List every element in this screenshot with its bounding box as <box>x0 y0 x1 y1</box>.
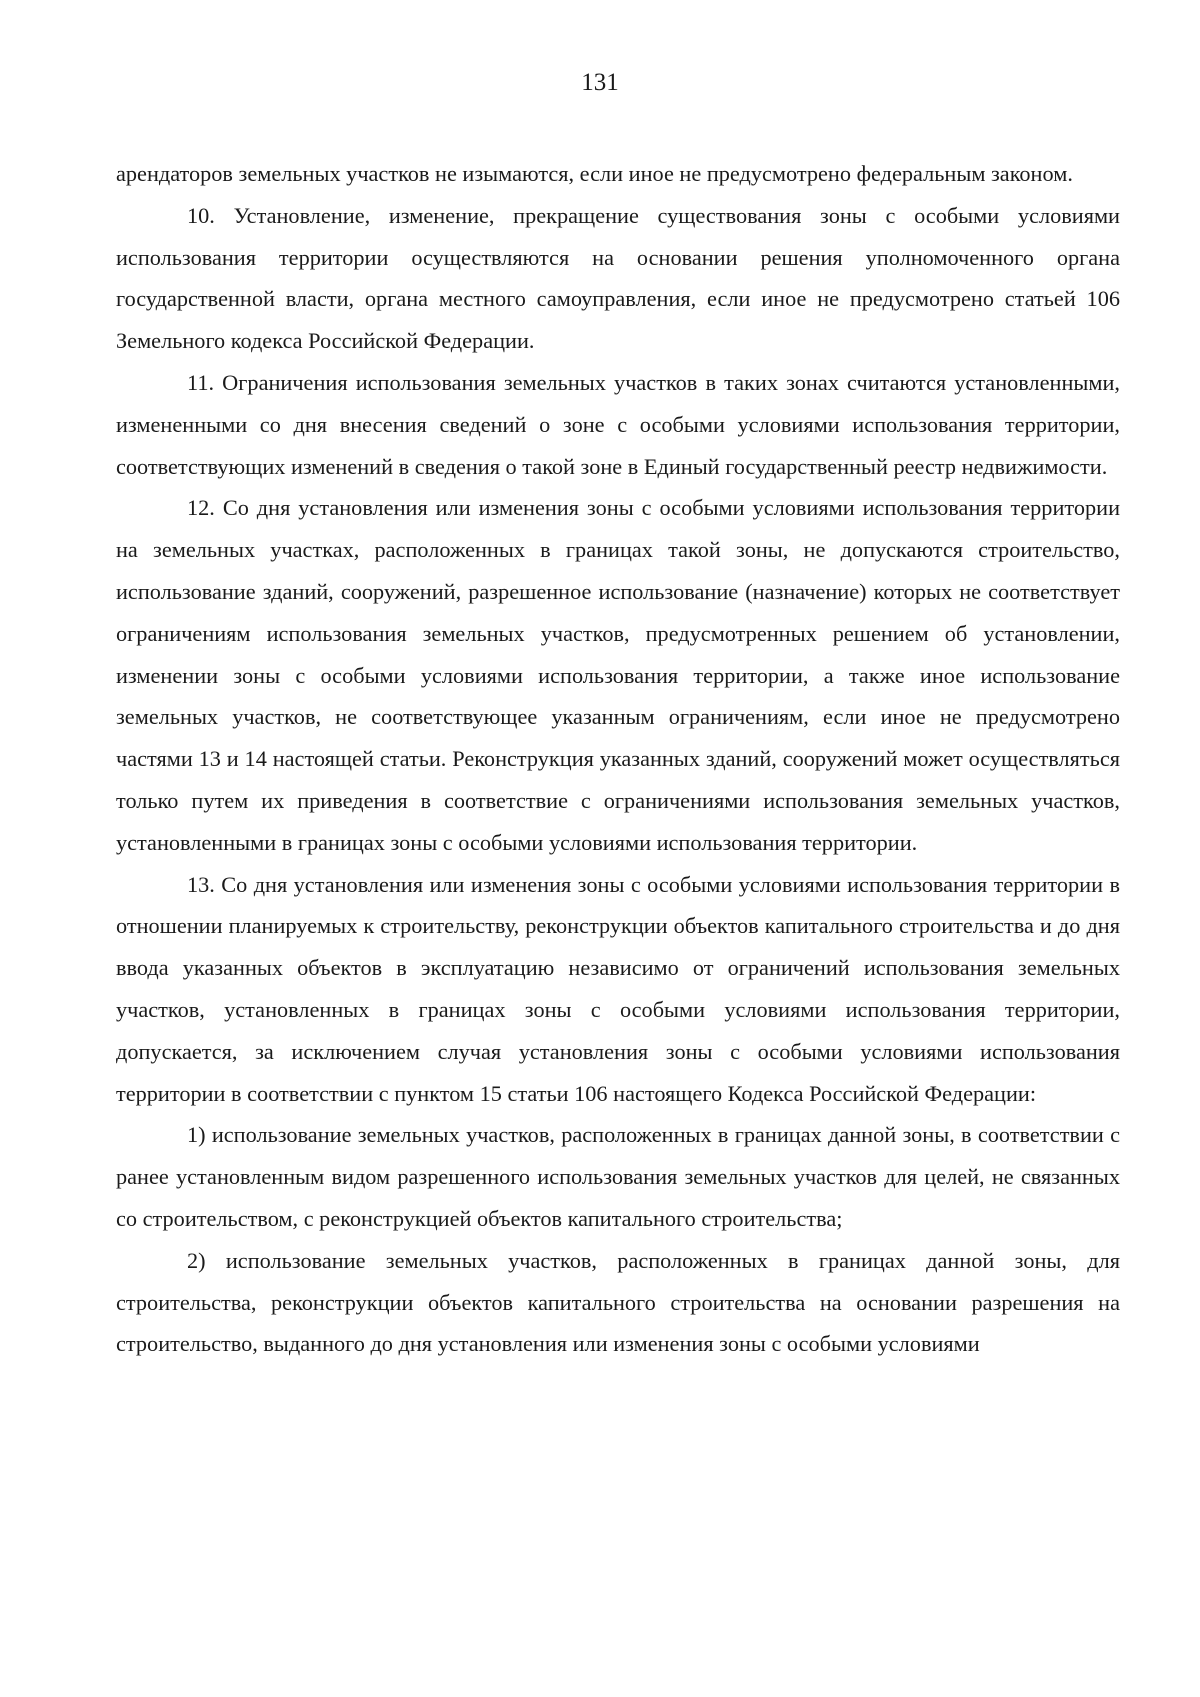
paragraph-continuation: арендаторов земельных участков не изымаются, если иное не предусмотрено федеральным законом. <box>116 161 1073 186</box>
body-text <box>116 153 1120 1365</box>
paragraph-item-11: 11. Ограничения использования земельных участков в таких зонах считаются установленными, измененными со дня внесения сведений о зоне с особыми условиями использования территории, соответствующих изменений в сведения о такой зоне в Единый государственный реестр недвижимости. <box>116 369 1120 479</box>
page-number: 131 <box>581 69 619 96</box>
paragraph-item-13: 13. Со дня установления или изменения зоны с особыми условиями использования территории в отношении планируемых к строительству, реконструкции объектов капитального строительства и до дня ввода указанных объектов в эксплуатацию независимо от ограничений использования земельных участков, установленных в границах зоны с особыми условиями использования территории, допускается, за исключением случая установления зоны с особыми условиями использования территории в соответствии с пунктом 15 статьи 106 настоящего Кодекса Российской Федерации: <box>116 871 1120 1106</box>
subparagraph-item-1: 1) использование земельных участков, расположенных в границах данной зоны, в соответствии с ранее установленным видом разрешенного использования земельных участков для целей, не связанных со строительством, с реконструкцией объектов капитального строительства; <box>116 1122 1120 1231</box>
subparagraph-item-2: 2) использование земельных участков, расположенных в границах данной зоны, для строительства, реконструкции объектов капитального строительства на основании разрешения на строительство, выданного до дня установления или изменения зоны с особыми условиями <box>116 1247 1120 1357</box>
paragraph-item-12: 12. Со дня установления или изменения зоны с особыми условиями использования территории на земельных участках, расположенных в границах такой зоны, не допускаются строительство, использование зданий, сооружений, разрешенное использование (назначение) которых не соответствует ограничениям использования земельных участков, предусмотренных решением об установлении, изменении зоны с особыми условиями использования территории, а также иное использование земельных участков, не соответствующее указанным ограничениям, если иное не предусмотрено частями 13 и 14 настоящей статьи. Реконструкция указанных зданий, сооружений может осуществляться только путем их приведения в соответствие с ограничениями использования земельных участков, установленными в границах зоны с особыми условиями использования территории. <box>116 495 1120 855</box>
paragraph-item-10: 10. Установление, изменение, прекращение существования зоны с особыми условиями использования территории осуществляются на основании решения уполномоченного органа государственной власти, органа местного самоуправления, если иное не предусмотрено статьей 106 Земельного кодекса Российской Федерации. <box>116 202 1120 354</box>
